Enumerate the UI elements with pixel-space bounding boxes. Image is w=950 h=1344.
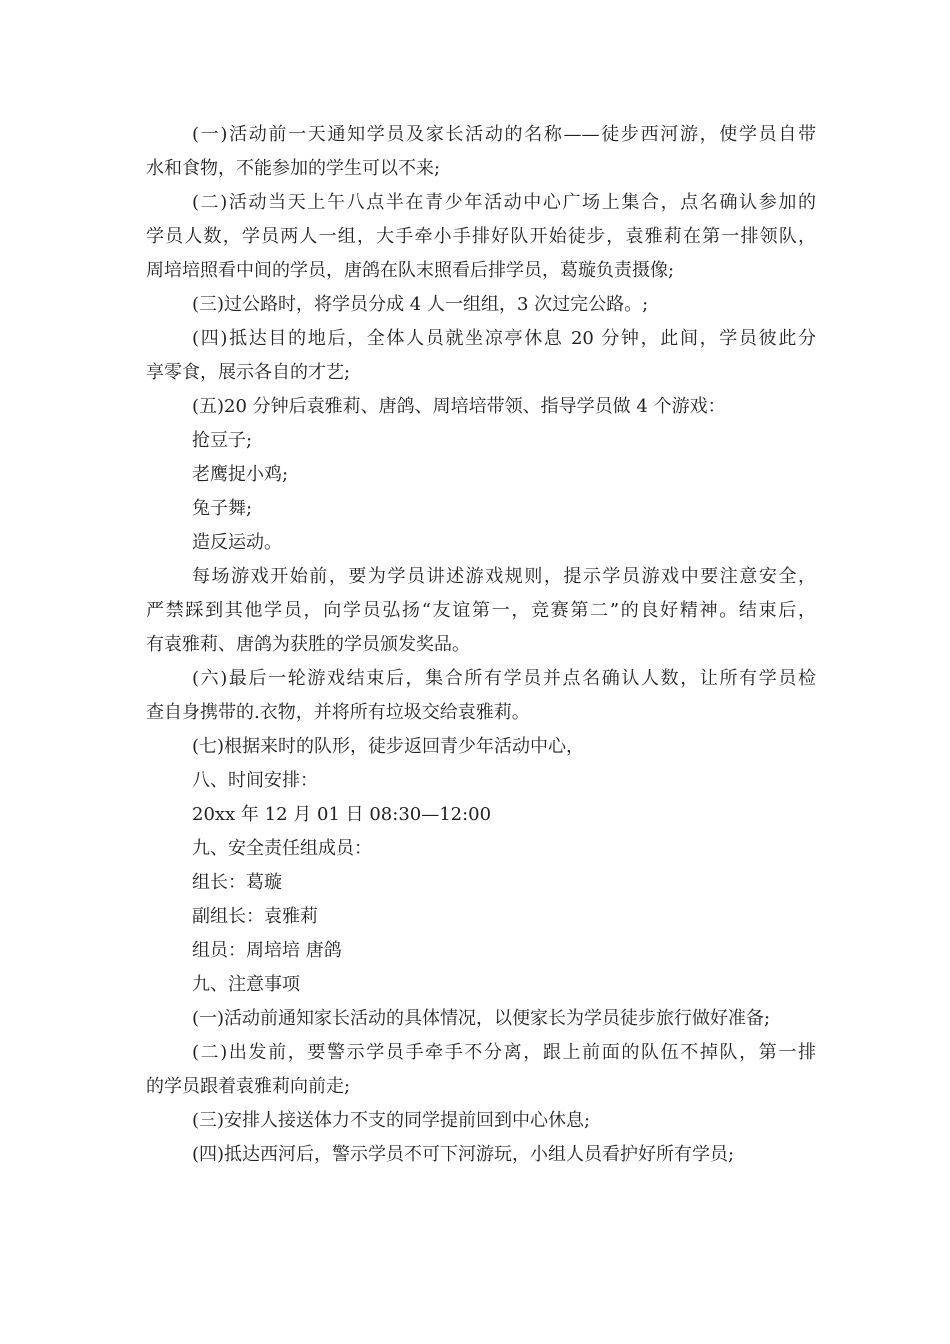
document-line: 兔子舞;	[192, 498, 253, 519]
document-line: 学员人数，学员两人一组，大手牵小手排好队开始徒步，袁雅莉在第一排领队，	[146, 226, 816, 247]
document-line: (二)活动当天上午八点半在青少年活动中心广场上集合，点名确认参加的	[192, 192, 816, 213]
document-line: (四)抵达西河后，警示学员不可下河游玩，小组人员看护好所有学员;	[192, 1144, 735, 1165]
document-line: 享零食，展示各自的才艺;	[146, 362, 351, 383]
document-line: 的学员跟着袁雅莉向前走;	[146, 1076, 351, 1097]
document-line: 造反运动。	[192, 532, 282, 553]
document-line: 周培培照看中间的学员，唐鸽在队末照看后排学员，葛璇负责摄像;	[146, 260, 675, 281]
document-line: 组员：周培培 唐鸽	[192, 940, 342, 961]
document-body	[146, 118, 816, 1172]
document-line: 有袁雅莉、唐鸽为获胜的学员颁发奖品。	[146, 634, 470, 655]
document-line: (一)活动前一天通知学员及家长活动的名称——徒步西河游，使学员自带	[192, 124, 816, 145]
document-line: 老鹰捉小鸡;	[192, 464, 289, 485]
document-line: (二)出发前，要警示学员手牵手不分离，跟上前面的队伍不掉队，第一排	[192, 1042, 816, 1063]
document-line: (六)最后一轮游戏结束后，集合所有学员并点名确认人数，让所有学员检	[192, 668, 816, 689]
document-line: (一)活动前通知家长活动的具体情况，以便家长为学员徒步旅行做好准备;	[192, 1008, 771, 1029]
document-line: 查自身携带的.衣物，并将所有垃圾交给袁雅莉。	[146, 702, 530, 723]
document-line: (四)抵达目的地后，全体人员就坐凉亭休息 20 分钟，此间，学员彼此分	[192, 328, 816, 349]
document-line: (三)安排人接送体力不支的同学提前回到中心休息;	[192, 1110, 591, 1131]
document-line: 八、时间安排：	[192, 770, 318, 791]
document-line: (五)20 分钟后袁雅莉、唐鸽、周培培带领、指导学员做 4 个游戏：	[192, 396, 726, 417]
document-line: 20xx 年 12 月 01 日 08:30—12:00	[192, 804, 492, 825]
document-line: 每场游戏开始前，要为学员讲述游戏规则，提示学员游戏中要注意安全，	[192, 566, 816, 587]
document-line: 水和食物，不能参加的学生可以不来;	[146, 158, 441, 179]
document-line: 严禁踩到其他学员，向学员弘扬“友谊第一，竞赛第二”的良好精神。结束后，	[146, 600, 816, 621]
document-line: (三)过公路时，将学员分成 4 人一组组，3 次过完公路。;	[192, 294, 649, 315]
document-line: 九、注意事项	[192, 974, 300, 995]
document-line: 组长：葛璇	[192, 872, 282, 893]
document-line: 九、安全责任组成员：	[192, 838, 372, 859]
document-line: (七)根据来时的队形，徒步返回青少年活动中心，	[192, 736, 585, 757]
document-line: 副组长：袁雅莉	[192, 906, 318, 927]
document-line: 抢豆子;	[192, 430, 253, 451]
